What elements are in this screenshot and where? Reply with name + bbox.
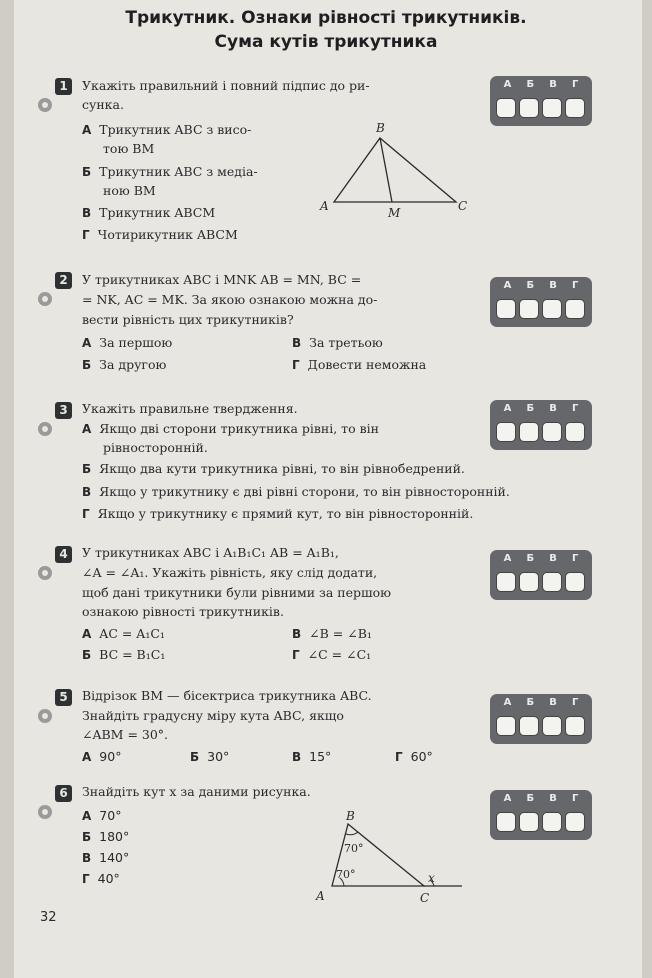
option-text: AC = A₁C₁ (99, 626, 165, 641)
option-text: 90° (99, 749, 122, 764)
answer-letter-v: В (549, 403, 557, 414)
answer-cell[interactable] (565, 422, 585, 442)
answer-letter-v: В (549, 280, 557, 291)
q5-option-a (82, 747, 121, 767)
bullet-icon (38, 805, 52, 819)
answer-box-q1[interactable] (490, 76, 592, 126)
label-a: A (320, 199, 329, 213)
q4-text-line4: ознакою рівності трикутників. (82, 604, 284, 619)
q1-option-v (82, 203, 215, 223)
answer-cell[interactable] (496, 422, 516, 442)
q4-option-b (82, 645, 165, 665)
option-text: 15° (309, 749, 332, 764)
answer-cell[interactable] (565, 98, 585, 118)
answer-cell[interactable] (496, 812, 516, 832)
option-text: За другою (99, 357, 167, 372)
answer-letter-b: Б (526, 697, 535, 708)
q2-text-line3: вести рівність цих трикутників? (82, 312, 294, 327)
angle-b-value: 70° (344, 842, 364, 855)
q2-option-b (82, 355, 166, 375)
option-letter: В (292, 750, 302, 764)
label-c: C (458, 199, 468, 213)
option-text: ∠C = ∠C₁ (307, 647, 372, 662)
answer-cell[interactable] (565, 572, 585, 592)
q2-option-v (292, 333, 383, 353)
q5-text-line2: Знайдіть градусну міру кута ABC, якщо (82, 708, 344, 723)
option-letter: В (82, 851, 92, 865)
label-b: B (346, 809, 355, 823)
option-text: 30° (207, 749, 230, 764)
answer-cell[interactable] (519, 98, 539, 118)
q6-option-v (82, 848, 129, 868)
answer-cell[interactable] (542, 98, 562, 118)
q5-text-line3: ∠ABM = 30°. (82, 727, 169, 742)
q6-text-line1: Знайдіть кут x за даними рисунка. (82, 784, 311, 799)
answer-cell[interactable] (519, 422, 539, 442)
option-text: За першою (99, 335, 173, 350)
bullet-icon (38, 566, 52, 580)
answer-cell[interactable] (565, 716, 585, 736)
label-c: C (420, 891, 430, 905)
answer-letter-a: А (503, 280, 512, 291)
answer-cell[interactable] (496, 716, 516, 736)
page-title-line2: Сума кутів трикутника (214, 32, 438, 52)
answer-letter-g: Г (572, 553, 579, 564)
option-text: Трикутник ABC з медіа- (99, 164, 258, 179)
option-letter: А (82, 422, 92, 436)
answer-letter-b: Б (526, 793, 535, 804)
option-text: 60° (410, 749, 433, 764)
q6-option-a (82, 806, 121, 826)
option-text: 70° (99, 808, 122, 823)
answer-box-q6[interactable] (490, 790, 592, 840)
option-letter: А (82, 809, 92, 823)
answer-cell[interactable] (519, 812, 539, 832)
option-text: Якщо у трикутнику є прямий кут, то він рівносторонній. (97, 506, 474, 521)
q5-option-v (292, 747, 331, 767)
q1-option-b (82, 162, 258, 182)
q4-text-line1: У трикутниках ABC і A₁B₁C₁ AB = A₁B₁, (82, 545, 339, 560)
option-letter: Г (292, 358, 300, 372)
q1-option-a-cont: тою BM (103, 141, 155, 156)
option-letter: Б (82, 358, 92, 372)
option-letter: Б (82, 462, 92, 476)
answer-letter-b: Б (526, 553, 535, 564)
q3-text-line1: Укажіть правильне твердження. (82, 401, 298, 416)
question-number-2: 2 (55, 272, 72, 289)
option-text: Якщо дві сторони трикутника рівні, то він (99, 421, 379, 436)
option-letter: Б (82, 830, 92, 844)
answer-letter-g: Г (572, 79, 579, 90)
q3-option-a (82, 419, 379, 439)
q3-option-a-cont: рівносторонній. (103, 440, 208, 455)
q4-option-g (292, 645, 371, 665)
answer-cell[interactable] (542, 299, 562, 319)
option-letter: Б (82, 165, 92, 179)
q5-text-line1: Відрізок BM — бісектриса трикутника ABC. (82, 688, 372, 703)
option-text: 180° (99, 829, 130, 844)
answer-letter-v: В (549, 553, 557, 564)
option-letter: А (82, 336, 92, 350)
label-b: B (376, 121, 385, 135)
answer-cell[interactable] (542, 572, 562, 592)
answer-letter-b: Б (526, 403, 535, 414)
answer-letter-v: В (549, 79, 557, 90)
answer-letter-v: В (549, 793, 557, 804)
answer-cell[interactable] (519, 299, 539, 319)
answer-cell[interactable] (519, 572, 539, 592)
label-a: A (316, 889, 325, 903)
q1-text-line2: сунка. (82, 97, 124, 112)
answer-letter-g: Г (572, 697, 579, 708)
option-text: За третьою (309, 335, 383, 350)
q1-option-b-cont: ною BM (103, 183, 156, 198)
answer-letter-g: Г (572, 793, 579, 804)
answer-box-q3[interactable] (490, 400, 592, 450)
option-letter: Г (292, 648, 300, 662)
option-letter: Г (82, 228, 90, 242)
q1-option-a (82, 120, 251, 140)
option-letter: В (292, 627, 302, 641)
option-text: 40° (97, 871, 120, 886)
option-letter: А (82, 750, 92, 764)
q5-option-b (190, 747, 229, 767)
option-letter: Г (395, 750, 403, 764)
triangle-abc (334, 138, 456, 202)
option-text: Якщо у трикутнику є дві рівні сторони, то він рівносторонній. (99, 484, 510, 499)
answer-letter-b: Б (526, 280, 535, 291)
bullet-icon (38, 709, 52, 723)
option-letter: В (82, 206, 92, 220)
option-letter: А (82, 123, 92, 137)
option-letter: Б (190, 750, 200, 764)
answer-letter-a: А (503, 403, 512, 414)
q3-option-b (82, 459, 465, 479)
answer-cell[interactable] (542, 422, 562, 442)
option-letter: Б (82, 648, 92, 662)
option-text: 140° (99, 850, 130, 865)
label-x: x (428, 871, 435, 885)
answer-letter-a: А (503, 793, 512, 804)
q2-text-line2: = NK, AC = MK. За якою ознакою можна до- (82, 292, 378, 307)
bullet-icon (38, 292, 52, 306)
answer-box-q4[interactable] (490, 550, 592, 600)
q2-option-a (82, 333, 172, 353)
q6-option-g (82, 869, 120, 889)
answer-cell[interactable] (565, 812, 585, 832)
q5-option-g (395, 747, 433, 767)
q2-option-g (292, 355, 426, 375)
q4-text-line3: щоб дані трикутники були рівними за першою (82, 585, 392, 600)
answer-letter-g: Г (572, 403, 579, 414)
q6-option-b (82, 827, 129, 847)
answer-letter-a: А (503, 697, 512, 708)
answer-cell[interactable] (496, 299, 516, 319)
label-m: M (388, 206, 401, 220)
question-number-1: 1 (55, 78, 72, 95)
question-number-3: 3 (55, 402, 72, 419)
option-letter: Г (82, 507, 90, 521)
question-number-6: 6 (55, 785, 72, 802)
answer-cell[interactable] (496, 98, 516, 118)
option-text: Трикутник ABC з висо- (99, 122, 252, 137)
option-text: Чотирикутник ABCM (97, 227, 238, 242)
q3-option-v (82, 482, 510, 502)
page-title-line1: Трикутник. Ознаки рівності трикутників. (125, 8, 527, 28)
angle-a-value: 70° (336, 868, 356, 881)
question-number-5: 5 (55, 689, 72, 706)
bullet-icon (38, 98, 52, 112)
answer-cell[interactable] (519, 716, 539, 736)
q2-text-line1: У трикутниках ABC і MNK AB = MN, BC = (82, 272, 362, 287)
answer-cell[interactable] (565, 299, 585, 319)
answer-cell[interactable] (542, 716, 562, 736)
bullet-icon (38, 422, 52, 436)
answer-letter-v: В (549, 697, 557, 708)
answer-box-q2[interactable] (490, 277, 592, 327)
answer-cell[interactable] (542, 812, 562, 832)
q1-text-line1: Укажіть правильний і повний підпис до ри- (82, 78, 370, 93)
angle-arc-b (346, 832, 358, 835)
q4-text-line2: ∠A = ∠A₁. Укажіть рівність, яку слід додати, (82, 565, 378, 580)
option-text: ∠B = ∠B₁ (309, 626, 372, 641)
option-letter: В (82, 485, 92, 499)
answer-cell[interactable] (496, 572, 516, 592)
answer-letter-a: А (503, 553, 512, 564)
option-text: BC = B₁C₁ (99, 647, 166, 662)
option-text: Трикутник ABCM (99, 205, 216, 220)
option-letter: В (292, 336, 302, 350)
answer-box-q5[interactable] (490, 694, 592, 744)
option-letter: А (82, 627, 92, 641)
option-text: Довести неможна (307, 357, 427, 372)
answer-letter-g: Г (572, 280, 579, 291)
page-number: 32 (40, 910, 57, 925)
option-text: Якщо два кути трикутника рівні, то він рівнобедрений. (99, 461, 465, 476)
answer-letter-a: А (503, 79, 512, 90)
q4-option-a (82, 624, 165, 644)
question-number-4: 4 (55, 546, 72, 563)
q6-triangle-figure (310, 808, 470, 908)
q1-option-g (82, 225, 238, 245)
answer-letter-b: Б (526, 79, 535, 90)
segment-bm (380, 138, 392, 202)
q4-option-v (292, 624, 372, 644)
q1-triangle-figure (310, 118, 480, 228)
q3-option-g (82, 504, 473, 524)
option-letter: Г (82, 872, 90, 886)
